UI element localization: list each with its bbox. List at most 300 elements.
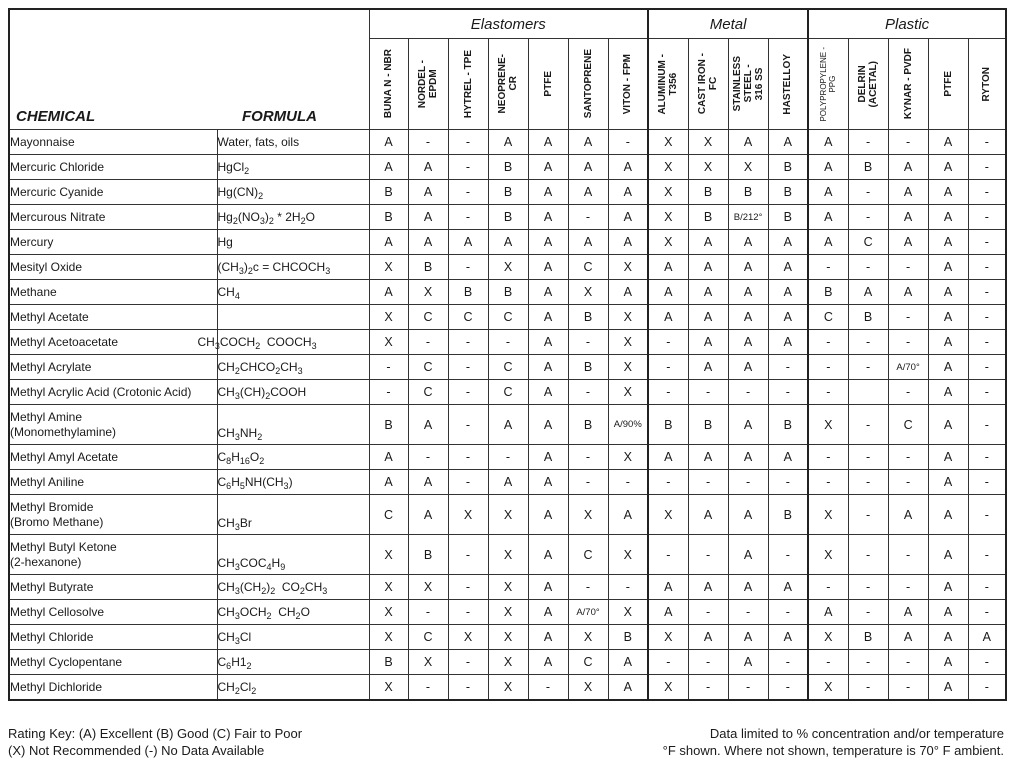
material-header-label: HYTREL - TPE <box>462 49 474 119</box>
rating-cell: A <box>688 305 728 330</box>
rating-cell: A <box>728 355 768 380</box>
rating-cell: A <box>528 445 568 470</box>
chemical-formula: $CH_4$ <box>217 280 369 305</box>
rating-cell: A <box>928 180 968 205</box>
table-row <box>9 495 1006 535</box>
rating-cell: A <box>568 130 608 155</box>
chemical-formula: Water, fats, oils <box>217 130 369 155</box>
rating-cell: B <box>648 405 688 445</box>
rating-cell: A <box>528 405 568 445</box>
material-header-label: NEOPRENE- CR <box>497 54 519 114</box>
chemical-name: Methyl Cyclopentane <box>9 650 217 675</box>
rating-cell: - <box>968 675 1006 701</box>
rating-cell: A <box>768 445 808 470</box>
rating-cell: - <box>888 305 928 330</box>
rating-cell: A <box>608 675 648 701</box>
rating-cell: A <box>928 230 968 255</box>
material-header-label: ALUMINUM - T356 <box>657 53 680 115</box>
chemical-name: Mercury <box>9 230 217 255</box>
rating-cell: - <box>968 355 1006 380</box>
rating-cell: X <box>369 255 408 280</box>
material-header-label: PTFE <box>542 71 554 97</box>
rating-cell: X <box>369 600 408 625</box>
rating-cell: A <box>488 405 528 445</box>
material-header-label: POLYPROPYLENE - PPG <box>819 46 838 122</box>
table-row <box>9 305 1006 330</box>
rating-cell: A <box>768 130 808 155</box>
rating-cell: X <box>488 575 528 600</box>
rating-cell: - <box>848 445 888 470</box>
rating-cell: A <box>928 535 968 575</box>
rating-cell: A <box>808 205 848 230</box>
material-header-label: DELRIN (ACETAL) <box>857 60 880 108</box>
rating-cell: - <box>688 600 728 625</box>
chemical-formula: $CH_3(CH)_2COOH$ <box>217 380 369 405</box>
rating-cell: A <box>608 650 648 675</box>
rating-cell: A <box>808 180 848 205</box>
rating-cell: A <box>888 495 928 535</box>
rating-cell: - <box>968 280 1006 305</box>
chemical-name: Mesityl Oxide <box>9 255 217 280</box>
material-header-label: SANTOPRENE <box>582 49 594 119</box>
rating-cell: - <box>888 255 928 280</box>
rating-cell: A <box>768 230 808 255</box>
rating-cell: A <box>728 625 768 650</box>
rating-cell: - <box>448 405 488 445</box>
chemical-name: Methyl Amine (Monomethylamine) <box>9 405 217 445</box>
material-header-label: BUNA N - NBR <box>383 49 394 119</box>
rating-cell: A <box>928 330 968 355</box>
chemical-name: Mayonnaise <box>9 130 217 155</box>
rating-cell: - <box>848 600 888 625</box>
table-row <box>9 600 1006 625</box>
rating-cell: X <box>808 535 848 575</box>
chemical-name: Methyl Bromide (Bromo Methane) <box>9 495 217 535</box>
rating-cell: A <box>608 230 648 255</box>
rating-cell: A <box>808 130 848 155</box>
rating-cell: X <box>608 330 648 355</box>
rating-cell: - <box>488 445 528 470</box>
rating-cell: A <box>488 130 528 155</box>
rating-cell: A <box>369 280 408 305</box>
rating-cell: B <box>688 205 728 230</box>
rating-cell: X <box>408 650 448 675</box>
material-header-label: HASTELLOY <box>782 53 794 115</box>
rating-cell: C <box>369 495 408 535</box>
temperature-note <box>663 725 1004 759</box>
rating-cell: - <box>888 470 928 495</box>
rating-cell: C <box>488 305 528 330</box>
rating-cell: X <box>608 355 648 380</box>
table-row <box>9 155 1006 180</box>
chemical-formula: $C_8H_{16}O_2$ <box>217 445 369 470</box>
rating-cell: X <box>488 495 528 535</box>
rating-cell: B <box>568 405 608 445</box>
rating-cell: A <box>928 130 968 155</box>
rating-cell: - <box>768 380 808 405</box>
rating-cell: A <box>928 600 968 625</box>
group-header-metal: Metal <box>648 9 808 39</box>
rating-cell: - <box>968 405 1006 445</box>
rating-cell: A <box>888 625 928 650</box>
rating-cell: - <box>448 130 488 155</box>
rating-cell: A <box>768 330 808 355</box>
rating-cell: - <box>728 470 768 495</box>
rating-cell: B <box>369 650 408 675</box>
rating-cell: B <box>608 625 648 650</box>
rating-cell: A <box>728 495 768 535</box>
chemical-column-header: CHEMICAL <box>16 108 96 125</box>
rating-cell: - <box>568 470 608 495</box>
rating-cell: A <box>728 575 768 600</box>
rating-cell: B <box>369 180 408 205</box>
rating-cell: B <box>369 205 408 230</box>
rating-cell: - <box>648 535 688 575</box>
rating-cell: - <box>848 355 888 380</box>
rating-cell: - <box>369 380 408 405</box>
rating-cell: B <box>688 405 728 445</box>
rating-cell: X <box>369 575 408 600</box>
rating-cell: - <box>848 535 888 575</box>
rating-cell: X <box>369 535 408 575</box>
rating-cell: B <box>848 625 888 650</box>
material-header <box>808 39 848 130</box>
rating-cell: X <box>648 675 688 701</box>
rating-cell: X <box>488 535 528 575</box>
rating-cell: X <box>369 625 408 650</box>
chemical-name: Methyl Cellosolve <box>9 600 217 625</box>
rating-cell: - <box>848 255 888 280</box>
rating-cell: - <box>888 535 928 575</box>
rating-cell: A <box>648 255 688 280</box>
rating-cell: - <box>369 355 408 380</box>
group-header-row <box>9 9 1006 39</box>
rating-cell: A <box>369 130 408 155</box>
rating-cell: - <box>608 130 648 155</box>
rating-cell: - <box>688 380 728 405</box>
rating-cell: X <box>488 625 528 650</box>
rating-cell: - <box>968 470 1006 495</box>
rating-cell: - <box>888 650 928 675</box>
rating-cell: B <box>369 405 408 445</box>
chemical-formula: $CH_3Cl$ <box>217 625 369 650</box>
rating-cell: A <box>608 280 648 305</box>
chemical-formula: $(CH_3)_2c$ = $CHCOCH_3$ <box>217 255 369 280</box>
rating-cell: - <box>408 600 448 625</box>
chemical-name: Methyl Butyl Ketone (2-hexanone) <box>9 535 217 575</box>
rating-cell: - <box>808 330 848 355</box>
chemical-name: Methyl Dichloride <box>9 675 217 701</box>
rating-cell: A <box>488 230 528 255</box>
rating-cell: - <box>968 305 1006 330</box>
chemical-name: Mercuric Chloride <box>9 155 217 180</box>
rating-cell: - <box>808 575 848 600</box>
rating-cell: X <box>448 495 488 535</box>
rating-cell: A <box>728 305 768 330</box>
rating-cell: A <box>688 255 728 280</box>
rating-cell: B <box>808 280 848 305</box>
rating-cell: A <box>688 280 728 305</box>
rating-cell: - <box>608 470 648 495</box>
rating-cell: X <box>488 255 528 280</box>
rating-cell: A <box>648 600 688 625</box>
table-row <box>9 355 1006 380</box>
rating-cell: - <box>848 675 888 701</box>
rating-cell: - <box>568 380 608 405</box>
table-row <box>9 650 1006 675</box>
rating-cell: - <box>808 255 848 280</box>
material-header-label: KYNAR - PVDF <box>902 48 914 120</box>
rating-cell: A <box>728 280 768 305</box>
chemical-formula: $Hg_2(NO_3)_2 * 2H_2O$ <box>217 205 369 230</box>
rating-cell: - <box>848 470 888 495</box>
rating-cell: A <box>928 280 968 305</box>
rating-cell: A <box>928 575 968 600</box>
material-header <box>608 39 648 130</box>
rating-cell: B <box>768 180 808 205</box>
rating-cell: A <box>408 405 448 445</box>
rating-cell: A <box>808 230 848 255</box>
rating-cell: A <box>528 650 568 675</box>
material-header <box>408 39 448 130</box>
rating-cell: B <box>448 280 488 305</box>
rating-cell: A <box>888 600 928 625</box>
rating-cell: A <box>528 255 568 280</box>
chemical-formula: $C_6H1_2$ <box>217 650 369 675</box>
rating-cell: A <box>728 405 768 445</box>
rating-cell: - <box>808 380 848 405</box>
rating-cell: X <box>608 600 648 625</box>
rating-cell: B <box>848 305 888 330</box>
material-header <box>648 39 688 130</box>
material-header-label: PTFE <box>942 71 954 97</box>
rating-cell: - <box>848 575 888 600</box>
rating-cell: B <box>688 180 728 205</box>
rating-cell: B <box>488 180 528 205</box>
rating-cell: A <box>448 230 488 255</box>
rating-cell: A <box>528 470 568 495</box>
rating-cell: - <box>448 575 488 600</box>
rating-cell: B <box>488 205 528 230</box>
rating-cell: X <box>488 650 528 675</box>
rating-cell: - <box>408 675 448 701</box>
chemical-formula: $CH_3COCH_2$ $COOCH_3$ <box>217 330 369 355</box>
rating-cell: - <box>968 495 1006 535</box>
rating-cell: - <box>568 575 608 600</box>
rating-cell: A <box>728 330 768 355</box>
rating-cell: - <box>968 445 1006 470</box>
rating-cell: - <box>848 180 888 205</box>
rating-cell: - <box>848 405 888 445</box>
rating-cell: A <box>928 470 968 495</box>
table-row <box>9 130 1006 155</box>
chemical-formula: $CH_2CHCO_2CH_3$ <box>217 355 369 380</box>
material-header-label: NORDEL - EPDM <box>417 59 439 109</box>
rating-cell: X <box>808 405 848 445</box>
rating-cell: - <box>448 205 488 230</box>
rating-cell: - <box>768 355 808 380</box>
rating-cell: A <box>768 625 808 650</box>
rating-cell: A <box>968 625 1006 650</box>
rating-cell: - <box>408 330 448 355</box>
rating-cell: A <box>728 650 768 675</box>
rating-cell: C <box>808 305 848 330</box>
chemical-formula: $CH_2Cl_2$ <box>217 675 369 701</box>
group-header-elastomers: Elastomers <box>369 9 648 39</box>
rating-cell: A <box>568 180 608 205</box>
rating-cell: X <box>488 675 528 701</box>
rating-cell: A <box>648 280 688 305</box>
rating-cell: - <box>968 155 1006 180</box>
rating-cell: - <box>848 330 888 355</box>
rating-key-line: Rating Key: (A) Excellent (B) Good (C) Fair to Poor <box>8 726 303 741</box>
rating-cell: A <box>888 155 928 180</box>
rating-cell: X <box>648 155 688 180</box>
rating-cell: A <box>528 575 568 600</box>
chemical-formula <box>217 305 369 330</box>
rating-cell: X <box>648 180 688 205</box>
rating-cell: - <box>648 650 688 675</box>
rating-cell: - <box>648 355 688 380</box>
rating-cell: A <box>528 625 568 650</box>
group-header-plastic: Plastic <box>808 9 1006 39</box>
rating-cell: - <box>728 675 768 701</box>
rating-cell: A <box>768 575 808 600</box>
material-header <box>488 39 528 130</box>
rating-cell: C <box>408 380 448 405</box>
material-header <box>688 39 728 130</box>
material-header <box>728 39 768 130</box>
rating-cell: A <box>528 155 568 180</box>
rating-cell: B <box>768 405 808 445</box>
rating-cell: A <box>369 445 408 470</box>
chemical-compatibility-table <box>8 8 1007 701</box>
rating-cell: B <box>728 180 768 205</box>
rating-cell: A <box>928 205 968 230</box>
rating-cell: B <box>408 255 448 280</box>
rating-cell: X <box>688 130 728 155</box>
rating-cell: - <box>448 330 488 355</box>
table-row <box>9 405 1006 445</box>
table-row <box>9 280 1006 305</box>
rating-cell: A <box>728 535 768 575</box>
rating-cell: A <box>928 380 968 405</box>
rating-cell: X <box>648 625 688 650</box>
material-header <box>848 39 888 130</box>
rating-cell: X <box>408 575 448 600</box>
rating-cell: X <box>448 625 488 650</box>
rating-cell: A <box>648 305 688 330</box>
rating-cell: A <box>768 255 808 280</box>
rating-cell: - <box>808 355 848 380</box>
rating-cell: X <box>568 675 608 701</box>
rating-cell: X <box>808 625 848 650</box>
material-header <box>528 39 568 130</box>
rating-cell: X <box>568 280 608 305</box>
rating-cell: - <box>768 600 808 625</box>
material-header <box>568 39 608 130</box>
rating-cell: X <box>488 600 528 625</box>
rating-cell: X <box>808 675 848 701</box>
rating-cell: A <box>408 205 448 230</box>
material-header-label: VITON - FPM <box>622 53 634 115</box>
rating-cell: A <box>528 230 568 255</box>
rating-cell: - <box>808 445 848 470</box>
rating-cell: - <box>968 535 1006 575</box>
rating-cell: A <box>528 305 568 330</box>
rating-cell: X <box>648 130 688 155</box>
rating-cell: A <box>528 180 568 205</box>
rating-cell: B <box>408 535 448 575</box>
rating-cell: X <box>608 305 648 330</box>
rating-cell: A <box>688 355 728 380</box>
table-row <box>9 230 1006 255</box>
chemical-formula: $CH_3Br$ <box>217 495 369 535</box>
rating-cell: A/90% <box>608 405 648 445</box>
rating-cell: A <box>528 280 568 305</box>
rating-cell: - <box>448 675 488 701</box>
rating-cell: A <box>688 445 728 470</box>
rating-cell: - <box>968 330 1006 355</box>
rating-cell: B <box>768 495 808 535</box>
rating-cell <box>848 380 888 405</box>
rating-cell: - <box>808 470 848 495</box>
rating-cell: A <box>528 535 568 575</box>
rating-cell: A <box>928 355 968 380</box>
table-row <box>9 470 1006 495</box>
rating-cell: - <box>608 575 648 600</box>
chemical-name: Methyl Aniline <box>9 470 217 495</box>
rating-cell: - <box>408 130 448 155</box>
material-header <box>448 39 488 130</box>
rating-cell: A <box>808 155 848 180</box>
rating-cell: - <box>768 650 808 675</box>
rating-cell: B <box>768 155 808 180</box>
rating-cell: - <box>888 575 928 600</box>
table-body <box>9 130 1006 701</box>
rating-cell: - <box>688 675 728 701</box>
rating-cell: C <box>408 625 448 650</box>
rating-cell: - <box>448 155 488 180</box>
rating-cell: - <box>448 650 488 675</box>
rating-cell: - <box>768 470 808 495</box>
rating-cell: - <box>968 575 1006 600</box>
rating-cell: A <box>608 155 648 180</box>
rating-cell: - <box>968 380 1006 405</box>
rating-cell: - <box>448 535 488 575</box>
rating-cell: - <box>768 535 808 575</box>
chemical-name: Methane <box>9 280 217 305</box>
rating-cell: X <box>369 330 408 355</box>
chemical-name: Methyl Acrylate <box>9 355 217 380</box>
rating-cell: A <box>928 255 968 280</box>
rating-cell: A <box>728 230 768 255</box>
rating-cell: - <box>648 380 688 405</box>
rating-cell: A <box>928 305 968 330</box>
rating-cell: A <box>688 230 728 255</box>
rating-cell: - <box>448 180 488 205</box>
rating-cell: - <box>648 470 688 495</box>
rating-cell: - <box>568 330 608 355</box>
rating-cell: X <box>608 380 648 405</box>
rating-cell: C <box>408 305 448 330</box>
chemical-formula: $CH_3(CH_2)_2$ $CO_2CH_3$ <box>217 575 369 600</box>
chemical-name: Methyl Butyrate <box>9 575 217 600</box>
rating-cell: A <box>928 675 968 701</box>
chemical-formula: HgCl$_2$ <box>217 155 369 180</box>
material-header <box>968 39 1006 130</box>
rating-cell: B <box>568 305 608 330</box>
